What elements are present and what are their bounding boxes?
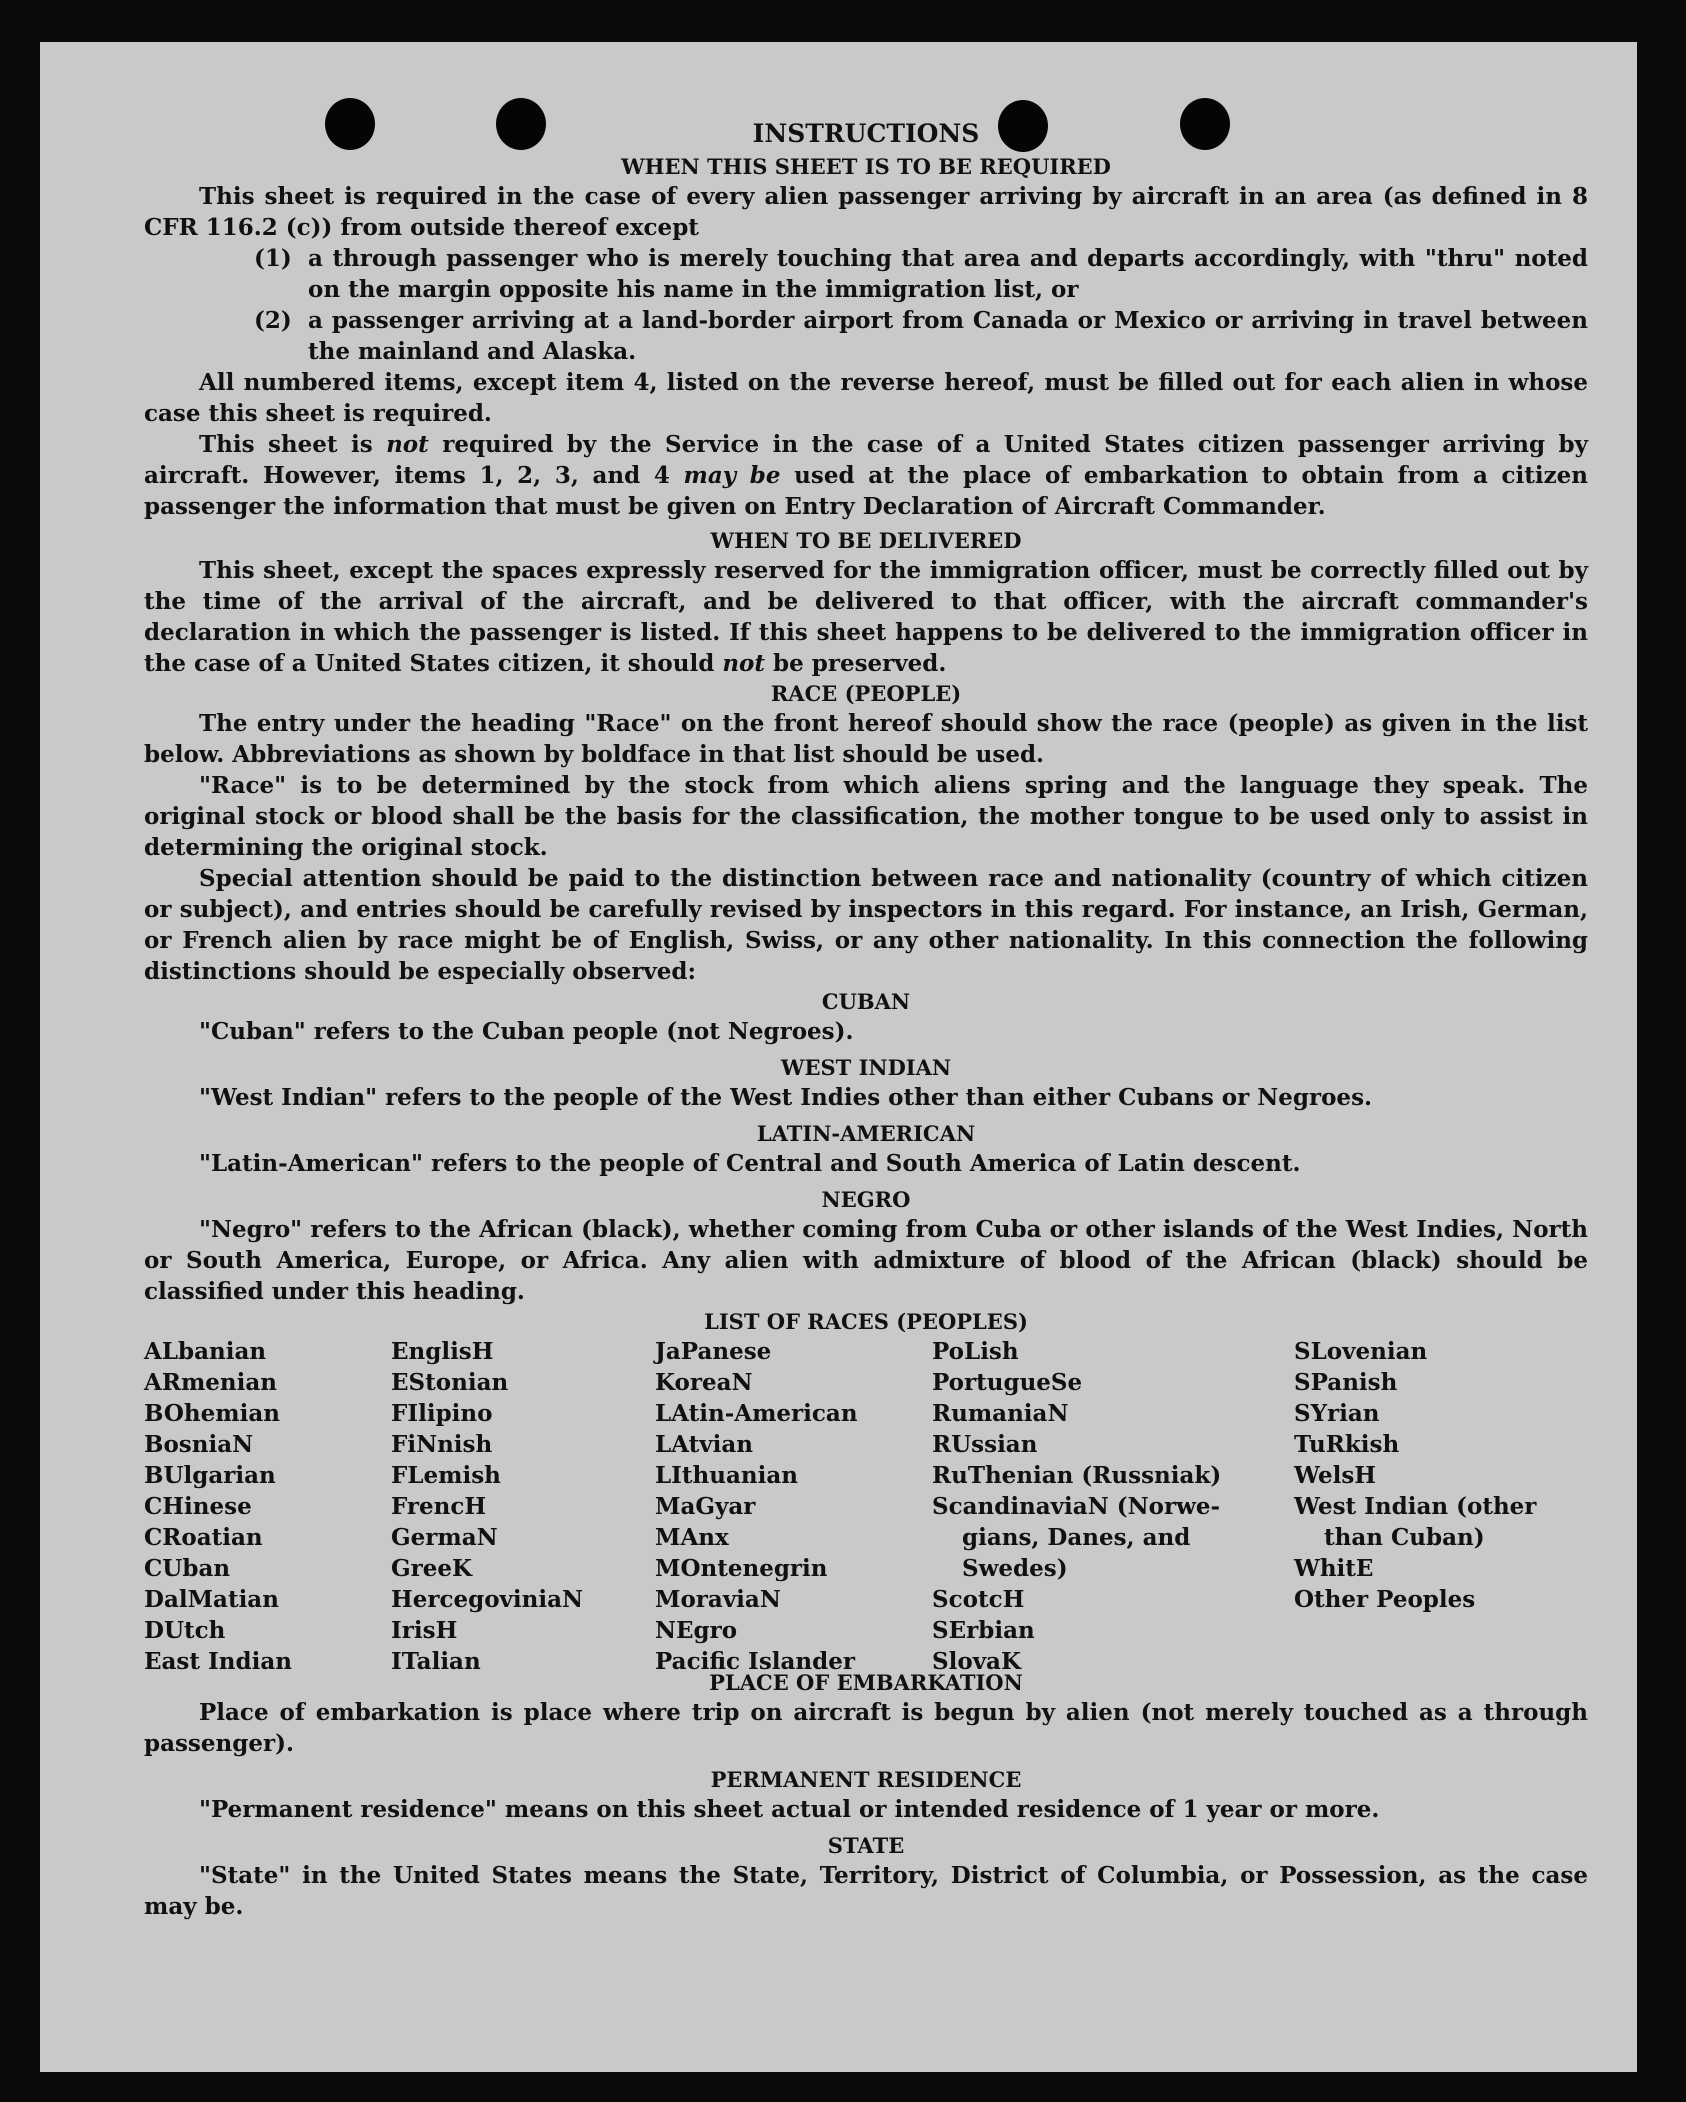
- race-entry: GreeK: [391, 1555, 473, 1582]
- race-entry: FiNnish: [391, 1431, 493, 1458]
- race-column: [932, 1336, 1221, 1677]
- race-entry: PortugueSe: [932, 1369, 1083, 1396]
- exception-text: a through passenger who is merely touching that area and departs accordingly, with "thru" noted on the margin opposite his name in the immigration list, or: [308, 245, 1588, 303]
- race-entry: GermaN: [391, 1524, 498, 1551]
- definition-cuban: "Cuban" refers to the Cuban people (not Negroes).: [199, 1018, 854, 1045]
- race-entry: TuRkish: [1294, 1431, 1400, 1458]
- race-entry: RumaniaN: [932, 1400, 1069, 1427]
- race-column: [391, 1336, 583, 1677]
- text-span: used at the place of embarkation to obtain from a citizen passenger the information that must be given on Entry Declaration of Aircraft Commander.: [144, 462, 1589, 520]
- race-entry: SLovenian: [1294, 1338, 1428, 1365]
- race-entry: Swedes): [962, 1555, 1068, 1582]
- exception-text: a passenger arriving at a land-border airport from Canada or Mexico or arriving in travel between the mainland and Alaska.: [308, 307, 1588, 365]
- race-entry: ARmenian: [144, 1369, 278, 1396]
- instructions-content: [144, 118, 1588, 1922]
- italic-span: not: [386, 431, 429, 458]
- race-entry: IrisH: [391, 1617, 458, 1644]
- text-span: be preserved.: [765, 650, 947, 677]
- heading-list-of-races: LIST OF RACES (PEOPLES): [704, 1309, 1028, 1334]
- heading-state: STATE: [827, 1833, 905, 1858]
- page-title: INSTRUCTIONS: [752, 119, 980, 148]
- race-entry: EnglisH: [391, 1338, 494, 1365]
- race-entry: LAtvian: [655, 1431, 753, 1458]
- italic-span: may be: [683, 462, 781, 489]
- race-entry: ITalian: [391, 1648, 481, 1675]
- heading-cuban: CUBAN: [821, 989, 911, 1014]
- heading-latin-american: LATIN-AMERICAN: [756, 1121, 976, 1146]
- italic-span: not: [722, 650, 766, 677]
- race-entry: CHinese: [144, 1493, 252, 1520]
- race-column: [144, 1336, 292, 1677]
- race-entry: ScandinaviaN (Norwe-: [932, 1493, 1221, 1520]
- race-entry: CRoatian: [144, 1524, 263, 1551]
- paragraph-citizen: [144, 429, 1588, 522]
- heading-race: RACE (PEOPLE): [770, 681, 962, 706]
- race-entry: MOntenegrin: [655, 1555, 828, 1582]
- document-sheet: [40, 42, 1637, 2072]
- race-entry: JaPanese: [655, 1338, 772, 1365]
- definition-latin-american: "Latin-American" refers to the people of Central and South America of Latin descent.: [199, 1150, 1301, 1177]
- paragraph-delivery: [144, 555, 1588, 679]
- race-entry: East Indian: [144, 1648, 292, 1675]
- definition-embarkation: Place of embarkation is place where trip on aircraft is begun by alien (not merely touched as a through passenger).: [144, 1699, 1588, 1757]
- race-entry: KoreaN: [655, 1369, 753, 1396]
- race-entry: LIthuanian: [655, 1462, 798, 1489]
- definition-state: "State" in the United States means the State, Territory, District of Columbia, or Possession, as the case may be.: [144, 1862, 1588, 1920]
- exception-item: [254, 305, 1588, 367]
- race-entry: FrencH: [391, 1493, 487, 1520]
- race-entry: FIlipino: [391, 1400, 493, 1427]
- race-entry: NEgro: [655, 1617, 738, 1644]
- text-span: required by the Service in the case of a United States citizen passenger arriving by aircraft. However, items 1, 2, 3, and 4: [144, 431, 1588, 489]
- definition-permanent-residence: "Permanent residence" means on this sheet actual or intended residence of 1 year or more.: [199, 1796, 1380, 1823]
- definition-west-indian: "West Indian" refers to the people of the West Indies other than either Cubans or Negroes.: [199, 1084, 1373, 1111]
- race-entry: Pacific Islander: [655, 1648, 855, 1675]
- race-entry: RuThenian (Russniak): [932, 1462, 1222, 1489]
- race-entry: LAtin-American: [655, 1400, 858, 1427]
- race-entry: RUssian: [932, 1431, 1038, 1458]
- paragraph-race-3: Special attention should be paid to the distinction between race and nationality (country of which citizen or subject), and entries should be carefully revised by inspectors in this regard. For instance, an Irish, German, or French alien by race might be of English, Swiss, or any other nationality. In this connection the following distinctions should be especially observed:: [144, 865, 1588, 985]
- race-entry: SYrian: [1294, 1400, 1380, 1427]
- race-entry: gians, Danes, and: [962, 1524, 1191, 1551]
- race-entry: BOhemian: [144, 1400, 280, 1427]
- race-entry: HercegoviniaN: [391, 1586, 584, 1613]
- paragraph-required-intro: This sheet is required in the case of every alien passenger arriving by aircraft in an area (as defined in 8 CFR 116.2 (c)) from outside thereof except: [144, 183, 1588, 241]
- race-entry: SlovaK: [932, 1648, 1021, 1675]
- race-entry: than Cuban): [1324, 1524, 1485, 1551]
- race-entry: BosniaN: [144, 1431, 254, 1458]
- exception-number: (2): [254, 307, 292, 334]
- exception-item: [254, 243, 1588, 305]
- race-column: [1294, 1336, 1536, 1615]
- race-entry: ALbanian: [144, 1338, 267, 1365]
- race-entry: West Indian (other: [1294, 1493, 1537, 1520]
- text-span: This sheet, except the spaces expressly reserved for the immigration officer, must be correctly filled out by the time of the arrival of the aircraft, and be delivered to that officer, with the aircraft commander's declaration in which the passenger is listed. If this sheet happens to be delivered to the immigration officer in the case of a United States citizen, it should: [144, 557, 1588, 677]
- race-entry: DUtch: [144, 1617, 226, 1644]
- paragraph-race-2: "Race" is to be determined by the stock from which aliens spring and the language they speak. The original stock or blood shall be the basis for the classification, the mother tongue to be used only to assist in determining the original stock.: [144, 772, 1588, 861]
- race-list: [144, 1336, 1588, 1675]
- race-entry: EStonian: [391, 1369, 509, 1396]
- race-entry: WelsH: [1294, 1462, 1377, 1489]
- race-entry: PoLish: [932, 1338, 1019, 1365]
- race-entry: WhitE: [1294, 1555, 1374, 1582]
- heading-permanent-residence: PERMANENT RESIDENCE: [710, 1767, 1022, 1792]
- race-entry: FLemish: [391, 1462, 501, 1489]
- race-entry: Other Peoples: [1294, 1586, 1476, 1613]
- race-entry: MaGyar: [655, 1493, 756, 1520]
- heading-negro: NEGRO: [821, 1187, 911, 1212]
- definition-negro: "Negro" refers to the African (black), whether coming from Cuba or other islands of the West Indies, North or South America, Europe, or Africa. Any alien with admixture of blood of the African (black) should be classified under this heading.: [144, 1216, 1588, 1305]
- race-entry: MAnx: [655, 1524, 729, 1551]
- paragraph-numbered-items: All numbered items, except item 4, listed on the reverse hereof, must be filled out for each alien in whose case this sheet is required.: [144, 369, 1588, 427]
- race-entry: SPanish: [1294, 1369, 1398, 1396]
- race-entry: SErbian: [932, 1617, 1035, 1644]
- paragraph-race-1: The entry under the heading "Race" on the front hereof should show the race (people) as given in the list below. Abbreviations as shown by boldface in that list should be used.: [144, 710, 1588, 768]
- race-entry: CUban: [144, 1555, 231, 1582]
- race-entry: MoraviaN: [655, 1586, 781, 1613]
- race-entry: BUlgarian: [144, 1462, 276, 1489]
- race-column: [655, 1336, 858, 1677]
- text-span: This sheet is: [199, 431, 387, 458]
- exception-number: (1): [254, 245, 292, 272]
- heading-embarkation: PLACE OF EMBARKATION: [709, 1670, 1023, 1695]
- heading-when-delivered: WHEN TO BE DELIVERED: [710, 528, 1022, 553]
- heading-west-indian: WEST INDIAN: [780, 1055, 952, 1080]
- race-entry: DalMatian: [144, 1586, 279, 1613]
- heading-when-required: WHEN THIS SHEET IS TO BE REQUIRED: [621, 154, 1111, 179]
- race-entry: ScotcH: [932, 1586, 1025, 1613]
